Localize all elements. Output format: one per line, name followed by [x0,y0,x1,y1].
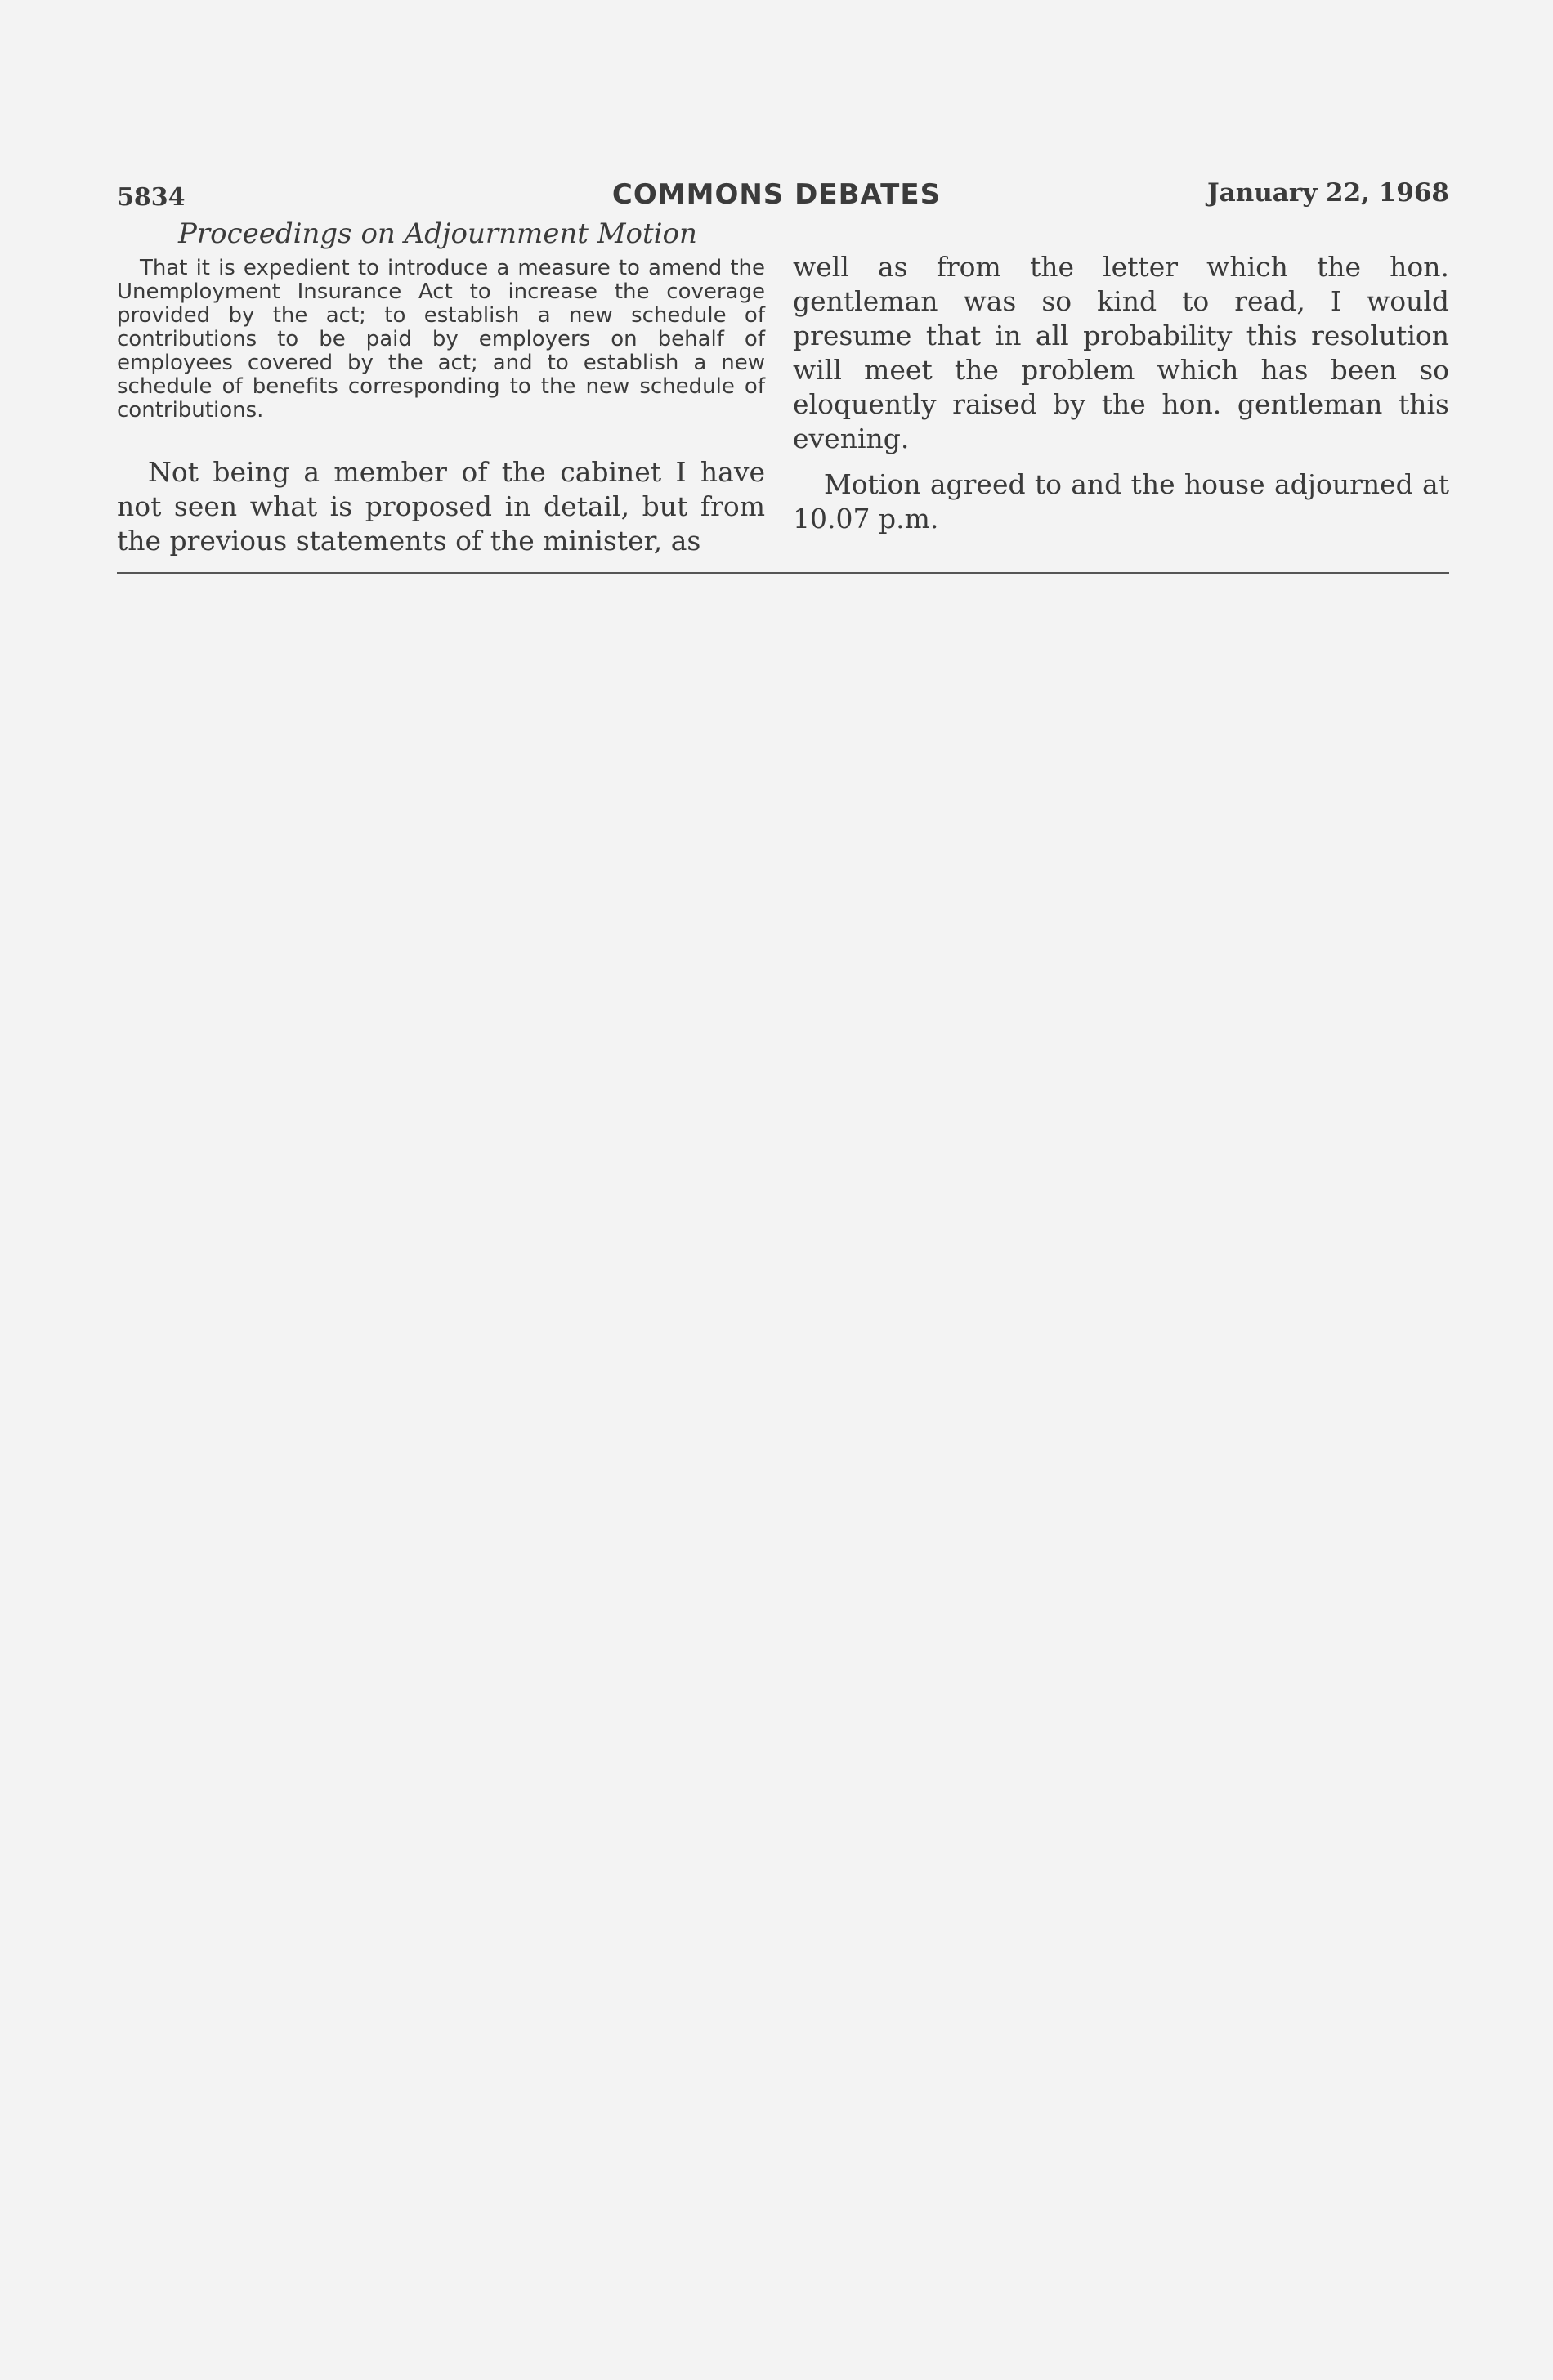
left-body-paragraph: Not being a member of the cabinet I have not seen what is proposed in detail, but from the previous statements of the minister, as [117,456,765,557]
right-column [793,250,1449,536]
resolution-text: That it is expedient to introduce a measure to amend the Unemployment Insurance Act to increase the coverage provided by the act; to establish a new schedule of contributions to be paid by employers on behalf of employees covered by the act; and to establish a new schedule of benefits corresponding to the new schedule of contributions. [117,256,765,423]
page-number: 5834 [117,183,186,212]
right-body-paragraph-1: well as from the letter which the hon. gentleman was so kind to read, I would presume that in all probability this resolution will meet the problem which has been so eloquently raised by the hon. gentleman this evening. [793,251,1449,454]
page-date: January 22, 1968 [1206,178,1449,208]
end-rule [117,572,1449,574]
section-title: Proceedings on Adjournment Motion [178,217,697,250]
running-head: COMMONS DEBATES [611,178,942,211]
left-column [117,257,765,558]
right-body-paragraph-2: Motion agreed to and the house adjourned at 10.07 p.m. [793,468,1449,535]
